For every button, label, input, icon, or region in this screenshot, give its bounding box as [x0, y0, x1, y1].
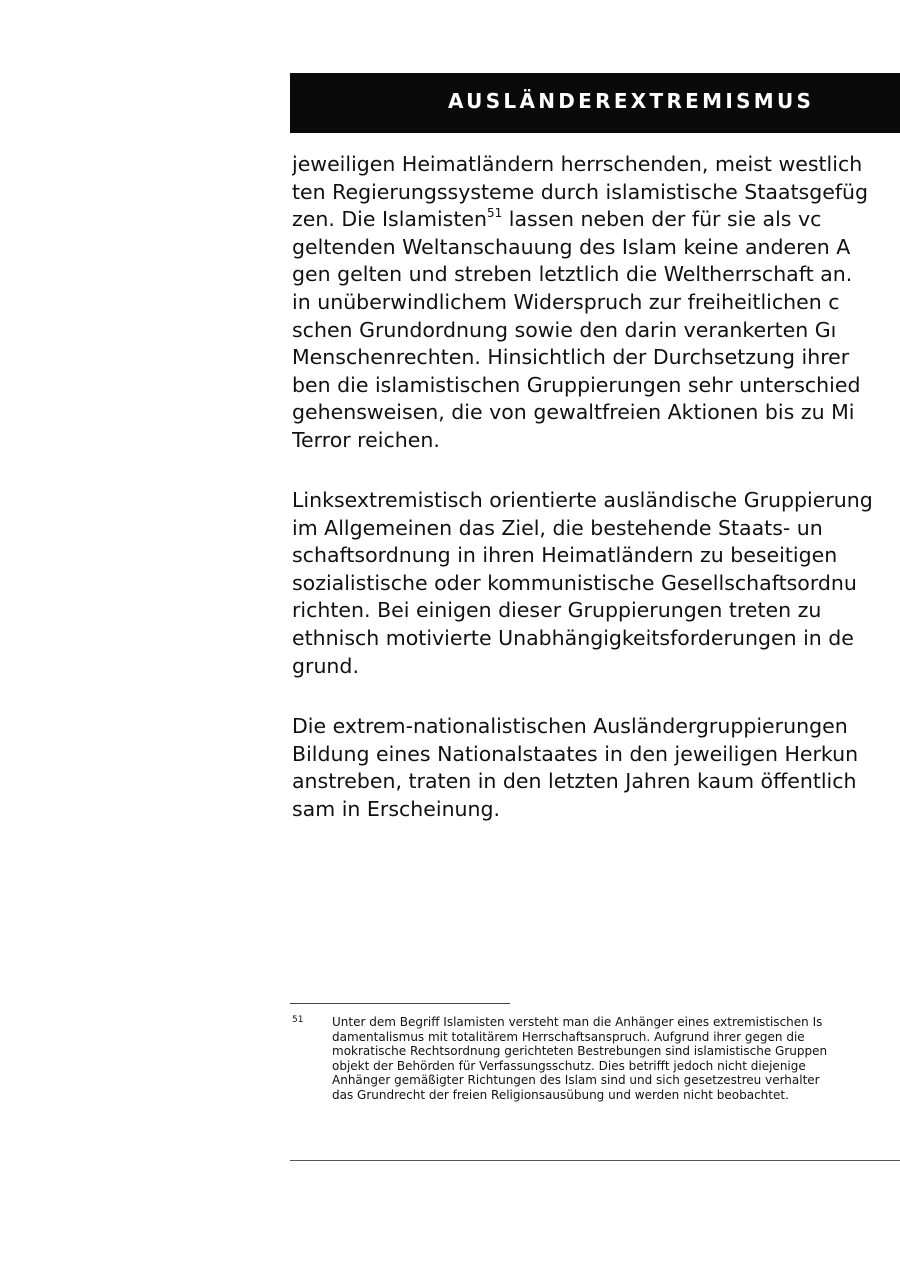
- text-line: Bildung eines Nationalstaates in den jeweiligen Herkun: [292, 741, 859, 766]
- footnote-text: [332, 1015, 900, 1102]
- text-line: [292, 206, 900, 234]
- text-fragment: zen. Die Islamisten: [292, 207, 487, 232]
- text-line: Die extrem-nationalistischen Ausländergruppierungen: [292, 714, 848, 738]
- text-line: schaftsordnung in ihren Heimatländern zu beseitigen: [292, 543, 838, 568]
- text-line: grund.: [292, 653, 359, 678]
- text-line: in unüberwindlichem Widerspruch zur freiheitlichen c: [292, 289, 840, 314]
- text-line: schen Grundordnung sowie den darin verankerten Gı: [292, 317, 837, 342]
- footnote-line: mokratische Rechtsordnung gerichteten Bestrebungen sind islamistische Gruppen: [332, 1044, 828, 1058]
- footnote-line: Unter dem Begriff Islamisten versteht man die Anhänger eines extremistischen Is: [332, 1015, 823, 1029]
- footnote-line: damentalismus mit totalitärem Herrschaftsanspruch. Aufgrund ihrer gegen die: [332, 1029, 805, 1044]
- text-line: richten. Bei einigen dieser Gruppierungen treten zu: [292, 598, 822, 623]
- text-line: Terror reichen.: [292, 427, 440, 452]
- text-line: ethnisch motivierte Unabhängigkeitsforderungen in de: [292, 625, 854, 650]
- footnote-line: Anhänger gemäßigter Richtungen des Islam sind und sich gesetzestreu verhalter: [332, 1073, 820, 1087]
- footnote-number: 51: [292, 1015, 304, 1025]
- footnote-line: objekt der Behörden für Verfassungsschutz. Dies betrifft jedoch nicht diejenige: [332, 1058, 806, 1073]
- text-line: sozialistische oder kommunistische Gesellschaftsordnu: [292, 570, 857, 595]
- text-line: gehensweisen, die von gewaltfreien Aktionen bis zu Mi: [292, 400, 855, 425]
- text-line: anstreben, traten in den letzten Jahren kaum öffentlich: [292, 769, 857, 794]
- text-line: sam in Erscheinung.: [292, 796, 501, 821]
- paragraph-left-extremism: [292, 487, 900, 680]
- footnote-line: das Grundrecht der freien Religionsausübung und werden nicht beobachtet.: [332, 1087, 789, 1102]
- text-line: ben die islamistischen Gruppierungen sehr unterschied: [292, 372, 861, 397]
- text-line: im Allgemeinen das Ziel, die bestehende Staats- un: [292, 515, 823, 540]
- paragraph-nationalism: [292, 713, 900, 823]
- paragraph-islamism: [292, 151, 900, 455]
- text-fragment: lassen neben der für sie als vc: [508, 207, 822, 232]
- text-line: ten Regierungssysteme durch islamistische Staatsgefüg: [292, 179, 869, 204]
- text-line: Linksextremistisch orientierte ausländische Gruppierung: [292, 488, 873, 512]
- footnote-reference[interactable]: 51: [486, 206, 503, 221]
- footnote-separator: [290, 1003, 510, 1004]
- text-line: geltenden Weltanschauung des Islam keine anderen A: [292, 234, 851, 259]
- page-bottom-rule: [290, 1160, 900, 1161]
- text-line: jeweiligen Heimatländern herrschenden, meist westlich: [292, 152, 863, 176]
- text-line: Menschenrechten. Hinsichtlich der Durchsetzung ihrer: [292, 345, 850, 370]
- text-line: gen gelten und streben letztlich die Weltherrschaft an.: [292, 262, 853, 287]
- section-title: AUSLÄNDEREXTREMISMUS: [448, 89, 815, 113]
